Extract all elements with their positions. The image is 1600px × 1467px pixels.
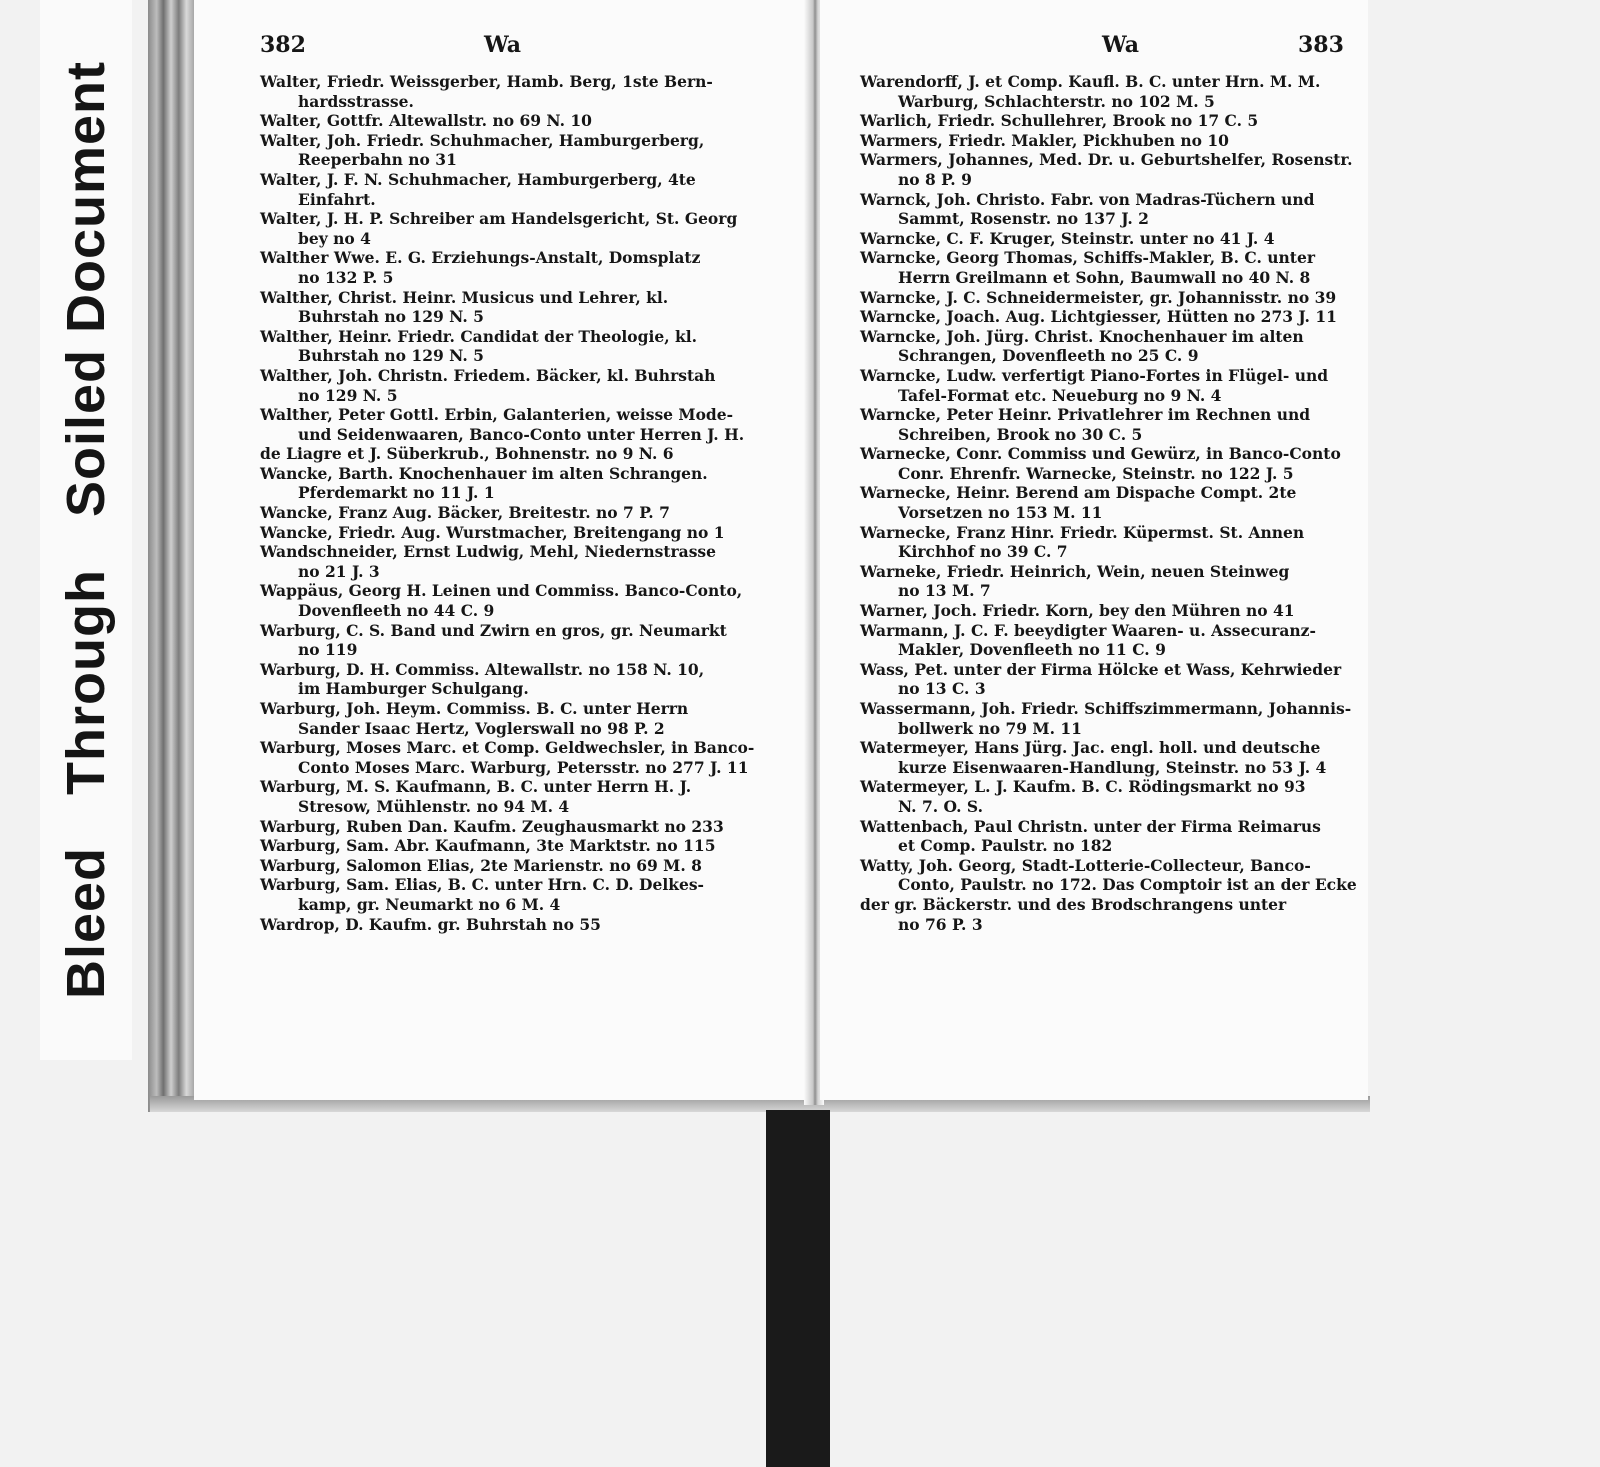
directory-entry <box>860 660 1360 699</box>
entry-continuation-line: no 13 C. 3 <box>898 679 986 699</box>
entry-line: Watty, Joh. Georg, Stadt-Lotterie-Collecteur, Banco- <box>860 855 1311 875</box>
entry-continuation-line: Buhrstah no 129 N. 5 <box>298 346 484 366</box>
directory-entry <box>860 190 1360 229</box>
entry-continuation-line: Sammt, Rosenstr. no 137 J. 2 <box>898 209 1149 229</box>
directory-entry <box>860 699 1360 738</box>
entry-continuation-line: Tafel-Format etc. Neueburg no 9 N. 4 <box>898 385 1222 405</box>
directory-entry <box>860 327 1360 366</box>
entry-continuation-line: Sander Isaac Hertz, Voglerswall no 98 P. 2 <box>298 718 665 738</box>
entry-line: Warburg, M. S. Kaufmann, B. C. unter Herrn H. J. <box>260 777 692 797</box>
stamp-word-bleed: Bleed <box>56 846 116 1000</box>
entry-line: Warneke, Friedr. Heinrich, Wein, neuen Steinweg <box>860 561 1290 581</box>
directory-entry <box>860 288 1360 308</box>
entry-line: Wattenbach, Paul Christn. unter der Firma Reimarus <box>860 816 1321 836</box>
left-page-number: 382 <box>260 32 306 58</box>
entry-line: Warncke, Joach. Aug. Lichtgiesser, Hütten no 273 J. 11 <box>860 307 1337 327</box>
directory-entry <box>860 483 1360 522</box>
entry-line: Watermeyer, L. J. Kaufm. B. C. Rödingsmarkt no 93 <box>860 777 1306 797</box>
left-page-header <box>260 32 738 60</box>
entry-continuation-line: Kirchhof no 39 C. 7 <box>898 542 1068 562</box>
entry-line: Warncke, Peter Heinr. Privatlehrer im Rechnen und <box>860 405 1311 425</box>
entry-line: Warncke, J. C. Schneidermeister, gr. Johannisstr. no 39 <box>860 287 1337 307</box>
entry-line: Walther, Christ. Heinr. Musicus und Lehrer, kl. <box>260 287 669 307</box>
entry-line: Warncke, C. F. Kruger, Steinstr. unter no 41 J. 4 <box>860 228 1275 248</box>
entry-line: Warburg, Moses Marc. et Comp. Geldwechsler, in Banco- <box>260 738 755 758</box>
entry-line: Walter, J. H. P. Schreiber am Handelsgericht, St. Georg <box>260 209 738 229</box>
directory-entry <box>260 327 760 366</box>
entry-line: Warmers, Friedr. Makler, Pickhuben no 10 <box>860 130 1229 150</box>
right-page-number: 383 <box>1298 32 1344 58</box>
entry-line: Wancke, Franz Aug. Bäcker, Breitestr. no 7 P. 7 <box>260 503 670 523</box>
entry-line: Warner, Joch. Friedr. Korn, bey den Mühren no 41 <box>860 601 1295 621</box>
directory-entry <box>860 366 1360 405</box>
directory-entry <box>860 777 1360 816</box>
directory-entry <box>860 131 1360 151</box>
entry-continuation-line: no 132 P. 5 <box>298 267 394 287</box>
entry-line: Warmers, Johannes, Med. Dr. u. Geburtshelfer, Rosenstr. <box>860 150 1353 170</box>
directory-entry <box>260 699 760 738</box>
stamp-word-through: Through <box>56 569 116 795</box>
entry-line: Wancke, Barth. Knochenhauer im alten Schrangen. <box>260 463 708 483</box>
entry-continuation-line: Stresow, Mühlenstr. no 94 M. 4 <box>298 796 570 816</box>
book-page-edges <box>148 0 196 1112</box>
entry-continuation-line: kurze Eisenwaaren-Handlung, Steinstr. no 53 J. 4 <box>898 757 1327 777</box>
entry-continuation-line: hardsstrasse. <box>298 91 414 111</box>
directory-entry <box>260 209 760 248</box>
directory-entry <box>860 817 1360 856</box>
entry-line: Warlich, Friedr. Schullehrer, Brook no 17 C. 5 <box>860 111 1259 131</box>
entry-line: Warburg, Sam. Elias, B. C. unter Hrn. C. D. Delkes- <box>260 875 704 895</box>
directory-entry <box>860 738 1360 777</box>
entry-continuation-line: bollwerk no 79 M. 11 <box>898 718 1082 738</box>
directory-entry <box>260 817 760 837</box>
entry-line: Warncke, Georg Thomas, Schiffs-Makler, B. C. unter <box>860 248 1315 268</box>
stamp-word-soiled-document: Soiled Document <box>56 60 116 518</box>
directory-entry <box>260 915 760 935</box>
right-page-header <box>860 32 1344 60</box>
entry-line: Warburg, Sam. Abr. Kaufmann, 3te Marktstr. no 115 <box>260 836 716 856</box>
entry-continuation-line: und Seidenwaaren, Banco-Conto unter Herren J. H. <box>298 424 745 444</box>
entry-continuation-line: Makler, Dovenfleeth no 11 C. 9 <box>898 640 1166 660</box>
entry-line: Wass, Pet. unter der Firma Hölcke et Wass, Kehrwieder <box>860 659 1342 679</box>
entry-line: Warburg, Salomon Elias, 2te Marienstr. no 69 M. 8 <box>260 855 702 875</box>
entry-line: Warnecke, Heinr. Berend am Dispache Compt. 2te <box>860 483 1297 503</box>
directory-entry <box>260 523 760 543</box>
entry-line: Warnck, Joh. Christo. Fabr. von Madras-Tüchern und <box>860 189 1315 209</box>
directory-entry <box>260 170 760 209</box>
directory-entry <box>260 875 760 914</box>
right-page <box>820 0 1368 1100</box>
entry-continuation-line: Buhrstah no 129 N. 5 <box>298 307 484 327</box>
entry-continuation-line: Dovenfleeth no 44 C. 9 <box>298 601 495 621</box>
entry-line: Warmann, J. C. F. beeydigter Waaren- u. Assecuranz- <box>860 620 1316 640</box>
directory-entry <box>860 72 1360 111</box>
entry-line: Wancke, Friedr. Aug. Wurstmacher, Breitengang no 1 <box>260 522 725 542</box>
directory-entry <box>260 836 760 856</box>
entry-line: Wardrop, D. Kaufm. gr. Buhrstah no 55 <box>260 914 601 934</box>
directory-entry <box>860 523 1360 562</box>
entry-continuation-line: Conto, Paulstr. no 172. Das Comptoir ist an der Ecke <box>898 875 1357 895</box>
left-running-head: Wa <box>484 32 522 58</box>
directory-entry <box>860 895 1360 934</box>
entry-line: de Liagre et J. Süberkrub., Bohnenstr. no 9 N. 6 <box>260 444 674 464</box>
entry-continuation-line: et Comp. Paulstr. no 182 <box>898 836 1113 856</box>
entry-line: Walther, Heinr. Friedr. Candidat der Theologie, kl. <box>260 326 698 346</box>
directory-entry <box>860 856 1360 895</box>
directory-entry <box>260 72 760 111</box>
directory-entry <box>260 542 760 581</box>
entry-line: der gr. Bäckerstr. und des Brodschrangens unter <box>860 894 1287 914</box>
entry-continuation-line: N. 7. O. S. <box>898 796 983 816</box>
directory-entry <box>260 464 760 503</box>
entry-line: Warncke, Ludw. verfertigt Piano-Fortes in Flügel- und <box>860 365 1329 385</box>
entry-line: Wandschneider, Ernst Ludwig, Mehl, Niedernstrasse <box>260 542 717 562</box>
entry-continuation-line: no 76 P. 3 <box>898 914 983 934</box>
directory-entry <box>860 248 1360 287</box>
directory-entry <box>260 856 760 876</box>
entry-line: Watermeyer, Hans Jürg. Jac. engl. holl. und deutsche <box>860 738 1321 758</box>
entry-line: Walther, Joh. Christn. Friedem. Bäcker, kl. Buhrstah <box>260 365 716 385</box>
directory-entry <box>260 111 760 131</box>
entry-line: Walther, Peter Gottl. Erbin, Galanterien, weisse Mode- <box>260 405 734 425</box>
entry-line: Warburg, D. H. Commiss. Altewallstr. no 158 N. 10, <box>260 659 705 679</box>
directory-entry <box>260 660 760 699</box>
right-entry-list <box>860 72 1360 934</box>
directory-entry <box>260 131 760 170</box>
entry-line: Warburg, Joh. Heym. Commiss. B. C. unter Herrn <box>260 699 689 718</box>
left-entry-list <box>260 72 760 934</box>
entry-continuation-line: Warburg, Schlachterstr. no 102 M. 5 <box>898 91 1215 111</box>
spine-shadow <box>766 1110 830 1467</box>
entry-continuation-line: Pferdemarkt no 11 J. 1 <box>298 483 495 503</box>
directory-entry <box>860 621 1360 660</box>
left-page <box>194 0 806 1100</box>
entry-continuation-line: no 119 <box>298 640 358 660</box>
directory-entry <box>260 621 760 660</box>
directory-entry <box>860 111 1360 131</box>
entry-line: Warburg, Ruben Dan. Kaufm. Zeughausmarkt no 233 <box>260 816 724 836</box>
entry-continuation-line: Schreiben, Brook no 30 C. 5 <box>898 424 1143 444</box>
entry-line: Wassermann, Joh. Friedr. Schiffszimmermann, Johannis- <box>860 699 1352 718</box>
directory-entry <box>260 288 760 327</box>
entry-continuation-line: Vorsetzen no 153 M. 11 <box>898 503 1103 523</box>
entry-continuation-line: Reeperbahn no 31 <box>298 150 457 170</box>
entry-continuation-line: Einfahrt. <box>298 189 376 209</box>
entry-continuation-line: Schrangen, Dovenfleeth no 25 C. 9 <box>898 346 1199 366</box>
directory-entry <box>260 366 760 405</box>
entry-continuation-line: no 8 P. 9 <box>898 169 972 189</box>
entry-continuation-line: im Hamburger Schulgang. <box>298 679 529 699</box>
entry-line: Walter, Gottfr. Altewallstr. no 69 N. 10 <box>260 111 592 131</box>
entry-line: Wappäus, Georg H. Leinen und Commiss. Banco-Conto, <box>260 581 743 601</box>
entry-continuation-line: bey no 4 <box>298 228 371 248</box>
entry-line: Walter, Friedr. Weissgerber, Hamb. Berg, 1ste Bern- <box>260 72 713 91</box>
directory-entry <box>260 248 760 287</box>
directory-entry <box>860 307 1360 327</box>
entry-continuation-line: no 21 J. 3 <box>298 561 380 581</box>
directory-entry <box>260 405 760 444</box>
entry-continuation-line: Conto Moses Marc. Warburg, Petersstr. no 277 J. 11 <box>298 757 749 777</box>
directory-entry <box>860 601 1360 621</box>
entry-line: Walter, Joh. Friedr. Schuhmacher, Hamburgerberg, <box>260 130 705 150</box>
entry-line: Walter, J. F. N. Schuhmacher, Hamburgerberg, 4te <box>260 169 696 189</box>
directory-entry <box>260 777 760 816</box>
directory-entry <box>260 738 760 777</box>
entry-line: Warnecke, Conr. Commiss und Gewürz, in Banco-Conto <box>860 444 1341 464</box>
entry-line: Warncke, Joh. Jürg. Christ. Knochenhauer im alten <box>860 326 1304 346</box>
directory-entry <box>860 405 1360 444</box>
directory-entry <box>260 581 760 620</box>
bleed-through-stamp <box>40 0 132 1060</box>
entry-line: Walther Wwe. E. G. Erziehungs-Anstalt, Domsplatz <box>260 248 701 268</box>
directory-entry <box>860 562 1360 601</box>
entry-continuation-line: Conr. Ehrenfr. Warnecke, Steinstr. no 122 J. 5 <box>898 463 1294 483</box>
entry-line: Warendorff, J. et Comp. Kaufl. B. C. unter Hrn. M. M. <box>860 72 1321 91</box>
directory-entry <box>860 150 1360 189</box>
entry-continuation-line: no 129 N. 5 <box>298 385 398 405</box>
entry-continuation-line: no 13 M. 7 <box>898 581 991 601</box>
entry-line: Warburg, C. S. Band und Zwirn en gros, gr. Neumarkt <box>260 620 727 640</box>
directory-entry <box>260 444 760 464</box>
entry-continuation-line: kamp, gr. Neumarkt no 6 M. 4 <box>298 894 561 914</box>
directory-entry <box>860 229 1360 249</box>
entry-continuation-line: Herrn Greilmann et Sohn, Baumwall no 40 N. 8 <box>898 267 1311 287</box>
right-running-head: Wa <box>1102 32 1140 58</box>
directory-entry <box>860 444 1360 483</box>
entry-line: Warnecke, Franz Hinr. Friedr. Küpermst. St. Annen <box>860 522 1305 542</box>
directory-entry <box>260 503 760 523</box>
